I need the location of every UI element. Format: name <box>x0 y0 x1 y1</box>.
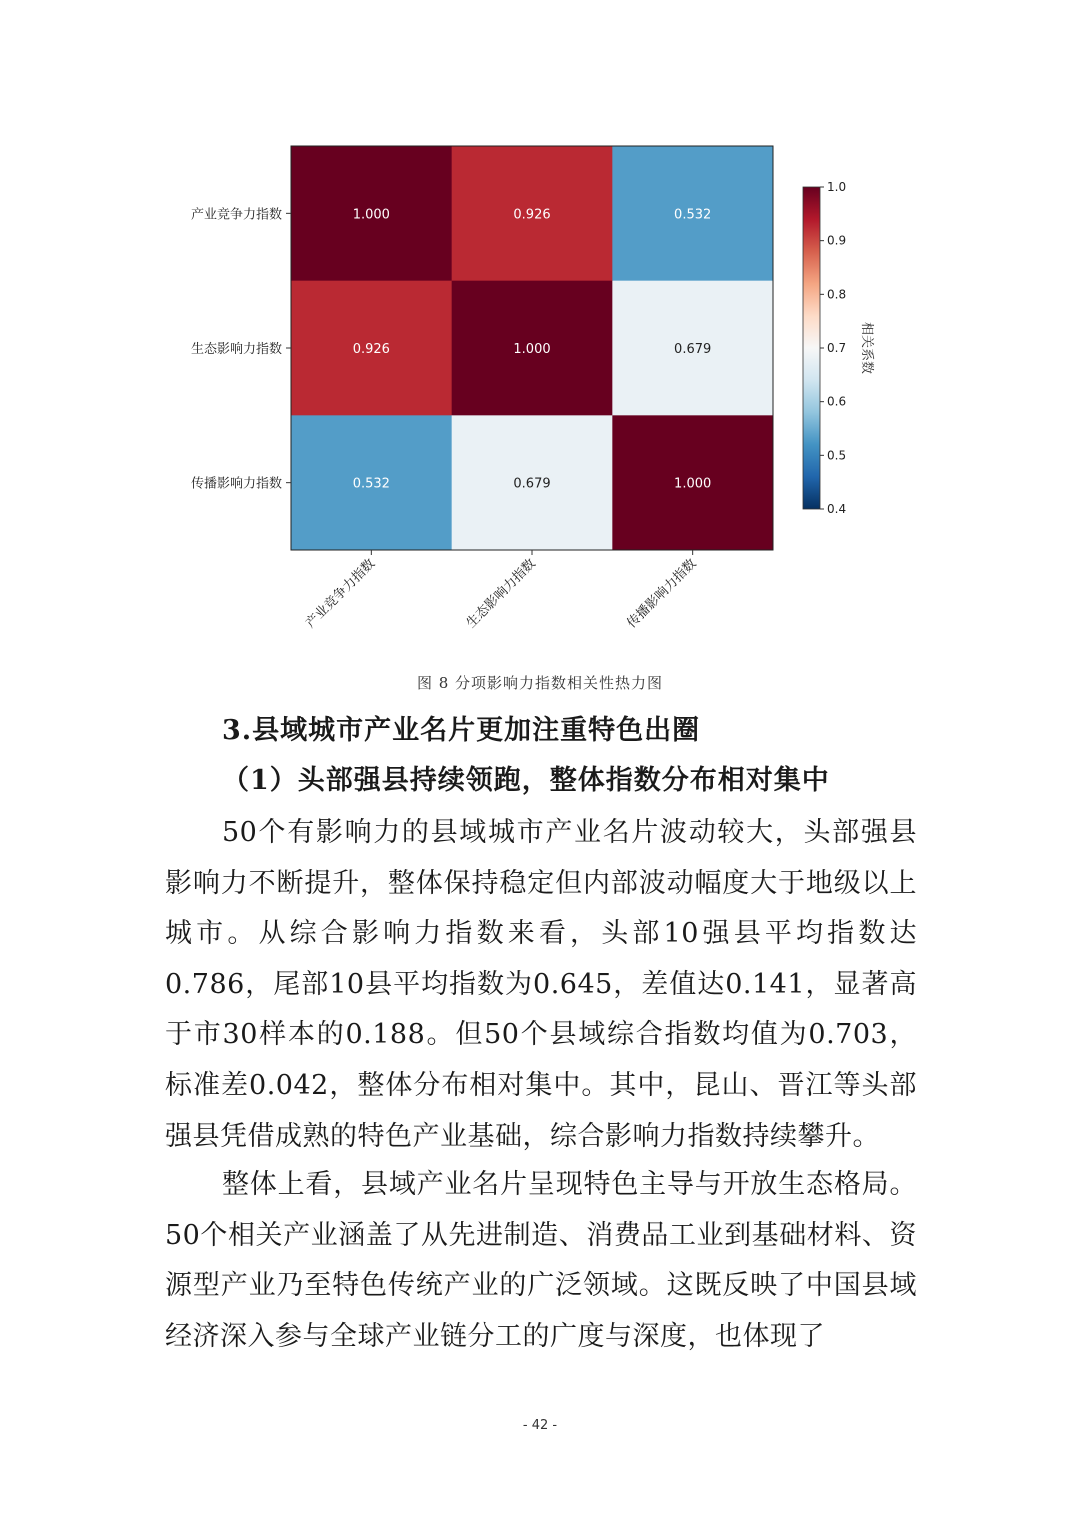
y-tick-label: 产业竞争力指数 <box>190 207 282 223</box>
body-paragraph-1: 50个有影响力的县域城市产业名片波动较大，头部强县影响力不断提升，整体保持稳定但内部波动幅度大于地级以上城市。从综合影响力指数来看，头部10强县平均指数达0.786，尾部10县平均指数为0.645，差值达0.141，显著高于市30样本的0.188。但50个县域综合指数均值为0.703，标准差0.042，整体分布相对集中。其中，昆山、晋江等头部强县凭借成熟的特色产业基础，综合影响力指数持续攀升。 <box>165 817 917 1152</box>
heatmap-value-label: 0.926 <box>352 342 390 357</box>
colorbar <box>803 187 820 509</box>
section-heading: 3.县域城市产业名片更加注重特色出圈 <box>222 715 701 746</box>
heatmap-value-label: 1.000 <box>352 207 390 223</box>
heatmap-value-label: 0.926 <box>513 207 551 223</box>
y-tick-label: 传播影响力指数 <box>190 476 282 492</box>
colorbar-tick-label: 0.6 <box>827 394 847 409</box>
body-paragraph-2: 整体上看，县域产业名片呈现特色主导与开放生态格局。50个相关产业涵盖了从先进制造、消费品工业到基础材料、资源型产业乃至特色传统产业的广泛领域。这既反映了中国县域经济深入参与全球产业链分工的广度与深度，也体现了 <box>165 1169 917 1352</box>
subsection-heading: （1）头部强县持续领跑，整体指数分布相对集中 <box>222 765 830 796</box>
heatmap-value-label: 0.679 <box>513 476 551 492</box>
x-tick-label: 产业竞争力指数 <box>303 556 379 632</box>
heatmap-value-label: 1.000 <box>513 342 551 357</box>
colorbar-tick-label: 0.9 <box>827 233 847 248</box>
heatmap-value-label: 1.000 <box>674 476 712 492</box>
colorbar-tick-label: 0.8 <box>827 287 847 302</box>
heatmap-value-label: 0.679 <box>674 342 712 357</box>
colorbar-tick-label: 0.5 <box>827 448 847 463</box>
x-tick-label: 传播影响力指数 <box>624 556 700 632</box>
heatmap-value-label: 0.532 <box>674 207 712 223</box>
y-tick-label: 生态影响力指数 <box>190 342 282 357</box>
colorbar-tick-label: 1.0 <box>827 180 847 194</box>
x-tick-label: 生态影响力指数 <box>463 556 539 632</box>
colorbar-label: 相关系数 <box>859 321 874 375</box>
colorbar-tick-label: 0.4 <box>827 502 847 516</box>
heatmap-value-label: 0.532 <box>352 476 390 492</box>
figure-caption: 图 8 分项影响力指数相关性热力图 <box>416 674 664 692</box>
page-number: - 42 - <box>522 1418 558 1433</box>
correlation-heatmap <box>0 0 1080 670</box>
colorbar-tick-label: 0.7 <box>827 341 847 355</box>
